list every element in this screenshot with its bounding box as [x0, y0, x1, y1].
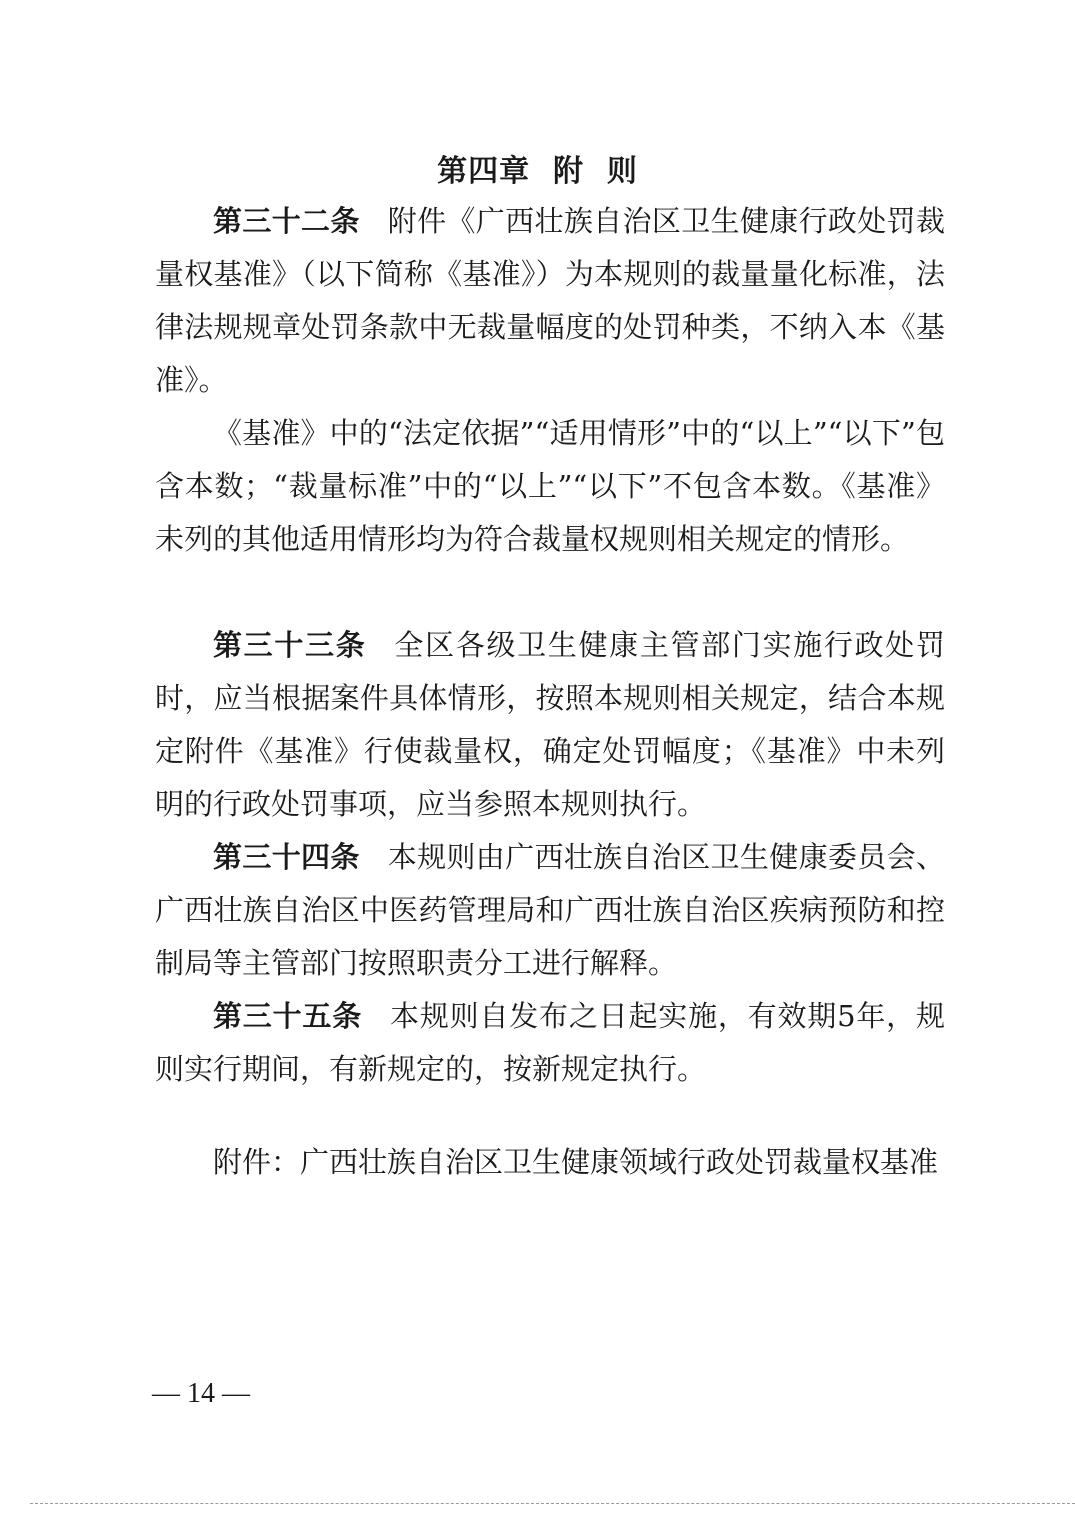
page-number: — 14 —	[152, 1378, 250, 1409]
article-number: 第三十四条	[213, 840, 360, 874]
paragraph-text: 《基准》中的“法定依据”“适用情形”中的“以上”“以下”包含本数；“裁量标准”中的“以上”“以下”不包含本数。《基准》未列的其他适用情形均为符合裁量权规则相关规定的情形。	[155, 416, 945, 556]
article-33-paragraph	[155, 619, 945, 831]
article-text: 附件《广西壮族自治区卫生健康行政处罚裁量权基准》（以下简称《基准》）为本规则的裁量量化标准，法律法规规章处罚条款中无裁量幅度的处罚种类，不纳入本《基准》。	[155, 204, 945, 397]
article-34-paragraph	[155, 831, 945, 990]
article-text: 本规则自发布之日起实施，有效期5年，规则实行期间，有新规定的，按新规定执行。	[155, 999, 945, 1086]
article-text: 本规则由广西壮族自治区卫生健康委员会、广西壮族自治区中医药管理局和广西壮族自治区疾病预防和控制局等主管部门按照职责分工进行解释。	[155, 840, 945, 980]
article-35-paragraph	[155, 990, 945, 1096]
attachment-line: 附件：广西壮族自治区卫生健康领域行政处罚裁量权基准	[213, 1145, 939, 1179]
article-number: 第三十五条	[213, 999, 363, 1033]
chapter-title: 第四章 附 则	[437, 154, 638, 189]
article-32-paragraph	[155, 195, 945, 407]
article-number: 第三十二条	[213, 204, 360, 238]
article-number: 第三十三条	[213, 628, 367, 662]
article-32-continuation-paragraph	[155, 407, 945, 566]
scan-edge-divider	[30, 1503, 1075, 1504]
article-text: 全区各级卫生健康主管部门实施行政处罚时，应当根据案件具体情形，按照本规则相关规定，结合本规定附件《基准》行使裁量权，确定处罚幅度；《基准》中未列明的行政处罚事项，应当参照本规则执行。	[155, 628, 945, 821]
